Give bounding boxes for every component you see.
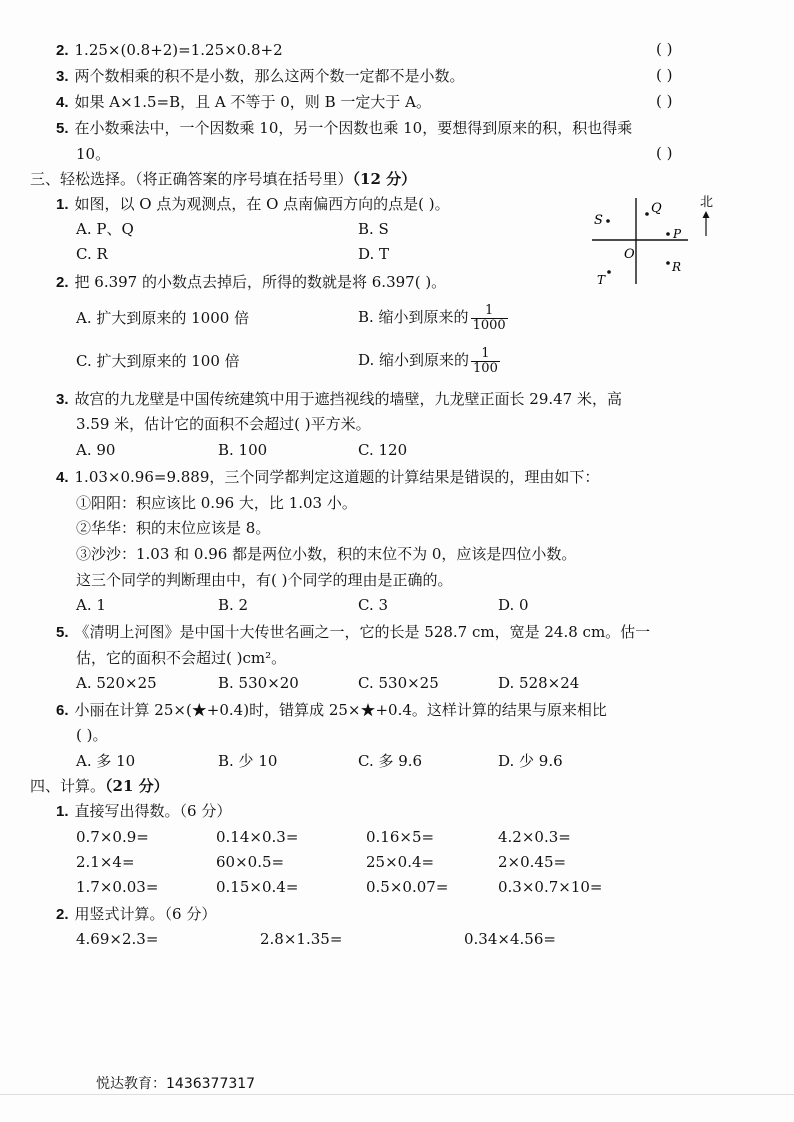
point-s-dot — [606, 219, 610, 223]
answer-bracket[interactable]: ( ) — [656, 66, 673, 84]
option-d[interactable]: D. 0 — [498, 596, 529, 614]
judge-item-3: 3. 两个数相乘的积不是小数，那么这两个数一定都不是小数。 — [56, 67, 465, 85]
option-a[interactable]: A. 90 — [76, 441, 116, 459]
judge-item-4: 4. 如果 A×1.5=B，且 A 不等于 0，则 B 一定大于 A。 — [56, 93, 431, 111]
reason-2: ②华华：积的末位应该是 8。 — [76, 519, 271, 537]
option-b[interactable]: B. 2 — [218, 596, 249, 614]
footer-contact: 悦达教育：1436377317 — [96, 1076, 256, 1092]
option-b[interactable]: B. 少 10 — [218, 752, 278, 770]
vertical-calc-item: 4.69×2.3= — [76, 930, 159, 948]
north-arrowhead-icon — [703, 211, 710, 218]
q3-6-stem: 6. 小丽在计算 25×(★+0.4)时，错算成 25×★+0.4。这样计算的结果与原来相比 — [56, 701, 607, 719]
q3-5-stem: 5. 《清明上河图》是中国十大传世名画之一，它的长是 528.7 cm，宽是 24.8 cm。估一 — [56, 623, 651, 641]
q3-2-stem: 2. 把 6.397 的小数点去掉后，所得的数就是将 6.397( )。 — [56, 273, 447, 291]
q3-5-stem-cont: 估，它的面积不会超过( )cm²。 — [76, 649, 287, 667]
option-b[interactable]: B. 530×20 — [218, 674, 299, 692]
option-c[interactable]: C. 扩大到原来的 100 倍 — [76, 352, 240, 370]
section-3-heading: 三、轻松选择。（将正确答案的序号填在括号里）（12 分） — [30, 170, 417, 188]
q3-3-stem-cont: 3.59 米，估计它的面积不会超过( )平方米。 — [76, 415, 371, 433]
option-a[interactable]: A. 1 — [76, 596, 106, 614]
option-d[interactable]: D. 缩小到原来的 $\frac{1}{100}$ — [358, 345, 498, 376]
option-b[interactable]: B. S — [358, 220, 389, 238]
section-4-heading: 四、计算。（21 分） — [30, 777, 169, 795]
calc-item: 25×0.4= — [366, 853, 435, 871]
calc-item: 2×0.45= — [498, 853, 567, 871]
reason-1: ①阳阳：积应该比 0.96 大，比 1.03 小。 — [76, 494, 357, 512]
north-label: 北 — [700, 195, 714, 210]
fraction: $\frac{1}{100}$ — [473, 345, 498, 376]
option-d[interactable]: D. 528×24 — [498, 674, 580, 692]
point-p-label: P — [673, 227, 682, 241]
direction-diagram — [584, 188, 724, 292]
origin-label: O — [624, 247, 635, 262]
option-a[interactable]: A. 扩大到原来的 1000 倍 — [76, 309, 250, 327]
calc-item: 0.14×0.3= — [216, 828, 299, 846]
judge-item-2: 2. 1.25×(0.8+2)=1.25×0.8+2 — [56, 41, 283, 59]
reason-3: ③沙沙：1.03 和 0.96 都是两位小数，积的末位不为 0，应该是四位小数。 — [76, 545, 577, 563]
option-c[interactable]: C. 3 — [358, 596, 389, 614]
point-p-dot — [666, 232, 670, 236]
option-a[interactable]: A. 520×25 — [76, 674, 157, 692]
bottom-divider — [0, 1094, 794, 1095]
calc-item: 60×0.5= — [216, 853, 285, 871]
calc-item: 0.7×0.9= — [76, 828, 149, 846]
option-c[interactable]: C. R — [76, 245, 108, 263]
option-c[interactable]: C. 多 9.6 — [358, 752, 423, 770]
judge-item-5-cont: 10。 — [76, 145, 111, 163]
option-a[interactable]: A. 多 10 — [76, 752, 136, 770]
point-q-label: Q — [651, 201, 662, 216]
q4-1-stem: 1. 直接写出得数。（6 分） — [56, 802, 232, 820]
calc-item: 0.5×0.07= — [366, 878, 449, 896]
point-t-dot — [607, 270, 611, 274]
vertical-calc-item: 2.8×1.35= — [260, 930, 343, 948]
q3-4-question: 这三个同学的判断理由中，有( )个同学的理由是正确的。 — [76, 571, 453, 589]
calc-item: 4.2×0.3= — [498, 828, 571, 846]
fraction: $\frac{1}{1000}$ — [472, 302, 506, 333]
option-b[interactable]: B. 100 — [218, 441, 268, 459]
point-t-label: T — [597, 273, 606, 287]
option-b[interactable]: B. 缩小到原来的 $\frac{1}{1000}$ — [358, 302, 506, 333]
point-q-dot — [645, 212, 649, 216]
judge-item-5: 5. 在小数乘法中，一个因数乘 10，另一个因数也乘 10，要想得到原来的积，积也得乘 — [56, 119, 633, 137]
q3-6-stem-cont: ( )。 — [76, 726, 108, 744]
option-d[interactable]: D. T — [358, 245, 390, 263]
vertical-calc-item: 0.34×4.56= — [464, 930, 556, 948]
calc-item: 0.16×5= — [366, 828, 435, 846]
calc-item: 0.15×0.4= — [216, 878, 299, 896]
point-s-label: S — [594, 213, 603, 228]
point-r-label: R — [672, 260, 682, 274]
q3-1-stem: 1. 如图，以 O 点为观测点，在 O 点南偏西方向的点是( )。 — [56, 195, 450, 213]
option-c[interactable]: C. 120 — [358, 441, 408, 459]
point-r-dot — [666, 261, 670, 265]
q4-2-stem: 2. 用竖式计算。（6 分） — [56, 905, 217, 923]
answer-bracket[interactable]: ( ) — [656, 40, 673, 58]
calc-item: 2.1×4= — [76, 853, 135, 871]
option-a[interactable]: A. P、Q — [76, 220, 134, 238]
answer-bracket[interactable]: ( ) — [656, 92, 673, 110]
calc-item: 0.3×0.7×10= — [498, 878, 603, 896]
option-d[interactable]: D. 少 9.6 — [498, 752, 563, 770]
q3-4-stem: 4. 1.03×0.96=9.889，三个同学都判定这道题的计算结果是错误的，理由如下： — [56, 468, 600, 486]
calc-item: 1.7×0.03= — [76, 878, 159, 896]
option-c[interactable]: C. 530×25 — [358, 674, 439, 692]
answer-bracket[interactable]: ( ) — [656, 144, 673, 162]
q3-3-stem: 3. 故宫的九龙壁是中国传统建筑中用于遮挡视线的墙壁，九龙壁正面长 29.47 米，高 — [56, 390, 622, 408]
